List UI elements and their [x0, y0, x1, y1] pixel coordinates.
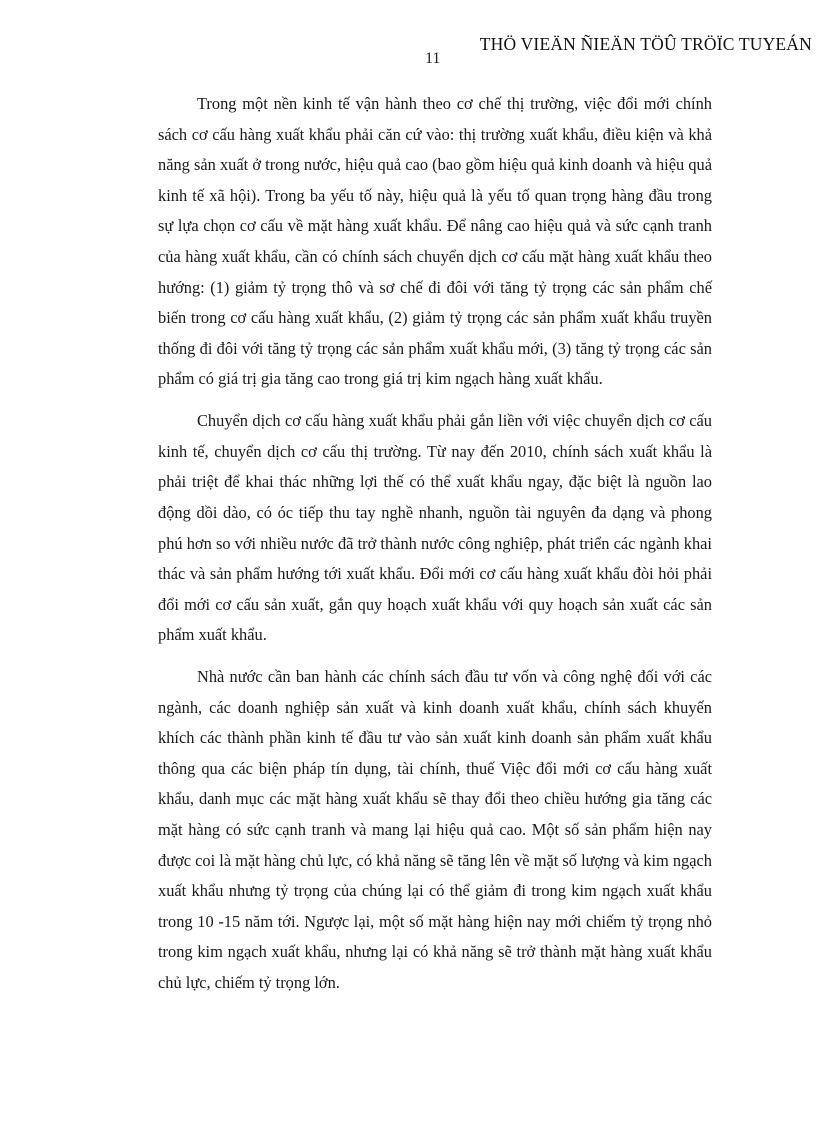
page-number: 11: [425, 50, 441, 67]
header-watermark: THÖ VIEÄN ÑIEÄN TÖÛ TRÖÏC TUYEÁN: [479, 34, 812, 54]
paragraph-3: Nhà nước cần ban hành các chính sách đầu tư vốn và công nghệ đối với các ngành, các doanh nghiệp sản xuất và kinh doanh xuất khẩu, chính sách khuyến khích các thành phần kinh tế đầu tư vào sản xuất kinh doanh sản phẩm xuất khẩu thông qua các biện pháp tín dụng, tài chính, thuế Việc đổi mới cơ cấu hàng xuất khẩu, danh mục các mặt hàng xuất khẩu sẽ thay đổi theo chiều hướng gia tăng các mặt hàng có sức cạnh tranh và mang lại hiệu quả cao. Một số sản phẩm hiện nay được coi là mặt hàng chủ lực, có khả năng sẽ tăng lên về mặt số lượng và kim ngạch xuất khẩu nhưng tỷ trọng của chúng lại có thể giảm đi trong kim ngạch xuất khẩu trong 10 -15 năm tới. Ngược lại, một số mặt hàng hiện nay mới chiếm tỷ trọng nhỏ trong kim ngạch xuất khẩu, nhưng lại có khả năng sẽ trở thành mặt hàng xuất khẩu chủ lực, chiếm tỷ trọng lớn.: [158, 667, 712, 992]
body-text: [158, 89, 712, 1010]
paragraph-1: Trong một nền kinh tế vận hành theo cơ chế thị trường, việc đổi mới chính sách cơ cấu hàng xuất khẩu phải căn cứ vào: thị trường xuất khẩu, điều kiện và khả năng sản xuất ở trong nước, hiệu quả cao (bao gồm hiệu quả kinh doanh và hiệu quả kinh tế xã hội). Trong ba yếu tố này, hiệu quả là yếu tố quan trọng hàng đầu trong sự lựa chọn cơ cấu về mặt hàng xuất khẩu. Để nâng cao hiệu quả và sức cạnh tranh của hàng xuất khẩu, cần có chính sách chuyển dịch cơ cấu mặt hàng xuất khẩu theo hướng: (1) giảm tỷ trọng thô và sơ chế đi đôi với tăng tỷ trọng các sản phẩm chế biến trong cơ cấu hàng xuất khẩu, (2) giảm tỷ trọng các sản phẩm xuất khẩu truyền thống đi đôi với tăng tỷ trọng các sản phẩm xuất khẩu mới, (3) tăng tỷ trọng các sản phẩm có giá trị gia tăng cao trong giá trị kim ngạch hàng xuất khẩu.: [158, 94, 712, 389]
paragraph-2: Chuyển dịch cơ cấu hàng xuất khẩu phải gắn liền với việc chuyển dịch cơ cấu kinh tế, chuyển dịch cơ cấu thị trường. Từ nay đến 2010, chính sách xuất khẩu là phải triệt để khai thác những lợi thế có thể xuất khẩu ngay, đặc biệt là nguồn lao động dồi dào, có óc tiếp thu tay nghề nhanh, nguồn tài nguyên đa dạng và phong phú hơn so với nhiều nước đã trở thành nước công nghiệp, phát triển các ngành khai thác và sản phẩm hướng tới xuất khẩu. Đổi mới cơ cấu hàng xuất khẩu đòi hỏi phải đổi mới cơ cấu sản xuất, gắn quy hoạch xuất khẩu với quy hoạch sản xuất các sản phẩm xuất khẩu.: [158, 411, 712, 645]
